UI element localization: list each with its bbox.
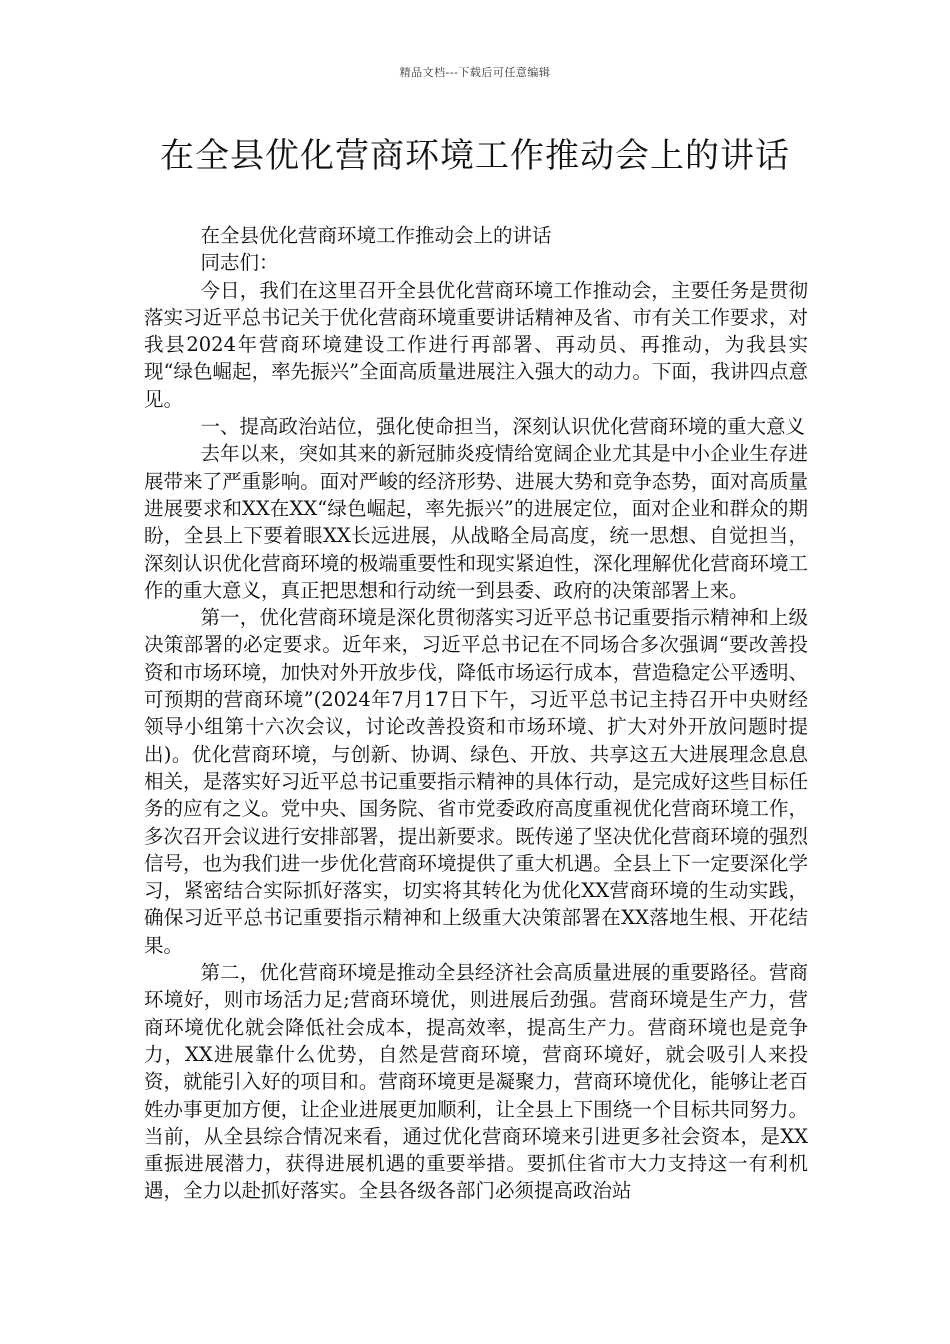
salutation: 同志们：	[200, 251, 279, 275]
document-title: 在全县优化营商环境工作推动会上的讲话	[160, 136, 790, 176]
header-note: 精品文档---下载后可任意编辑	[399, 66, 551, 79]
body-paragraph: 第一，优化营商环境是深化贯彻落实习近平总书记重要指示精神和上级决策部署的必定要求。近年来，习近平总书记在不同场合多次强调“要改善投资和市场环境，加快对外开放步伐，降低市场运行成本，营造稳定公平透明、可预期的营商环境”(2024年7月17日下午，习近平总书记主持召开中央财经领导小组第十六次会议，讨论改善投资和市场环境、扩大对外开放问题时提出)。优化营商环境，与创新、协调、绿色、开放、共享这五大进展理念息息相关，是落实好习近平总书记重要指示精神的具体行动，是完成好这些目标任务的应有之义。党中央、国务院、省市党委政府高度重视优化营商环境工作，多次召开会议进行安排部署，提出新要求。既传递了坚决优化营商环境的强烈信号，也为我们进一步优化营商环境提供了重大机遇。全县上下一定要深化学习，紧密结合实际抓好落实，切实将其转化为优化XX营商环境的生动实践，确保习近平总书记重要指示精神和上级重大决策部署在XX落地生根、开花结果。	[144, 606, 808, 957]
section-heading: 一、提高政治站位，强化使命担当，深刻认识优化营商环境的重大意义	[200, 415, 806, 439]
body-paragraph: 今日，我们在这里召开全县优化营商环境工作推动会，主要任务是贯彻落实习近平总书记关于优化营商环境重要讲话精神及省、市有关工作要求，对我县2024年营商环境建设工作进行再部署、再动员、再推动，为我县实现“绿色崛起，率先振兴”全面高质量进展注入强大的动力。下面，我讲四点意见。	[144, 278, 808, 411]
body-subtitle: 在全县优化营商环境工作推动会上的讲话	[200, 224, 552, 247]
body-paragraph: 第二，优化营商环境是推动全县经济社会高质量进展的重要路径。营商环境好，则市场活力足;营商环境优，则进展后劲强。营商环境是生产力，营商环境优化就会降低社会成本，提高效率，提高生产力。营商环境也是竞争力，XX进展靠什么优势，自然是营商环境，营商环境好，就会吸引人来投资，就能引入好的项目和。营商环境更是凝聚力，营商环境优化，能够让老百姓办事更加方便，让企业进展更加顺利，让全县上下围绕一个目标共同努力。当前，从全县综合情况来看，通过优化营商环境来引进更多社会资本，是XX重振进展潜力，获得进展机遇的重要举措。要抓住省市大力支持这一有利机遇，全力以赴抓好落实。全县各级各部门必须提高政治站	[144, 961, 808, 1203]
body-paragraph: 去年以来，突如其来的新冠肺炎疫情给宽阔企业尤其是中小企业生存进展带来了严重影响。面对严峻的经济形势、进展大势和竞争态势，面对高质量进展要求和XX在XX“绿色崛起，率先振兴”的进展定位，面对企业和群众的期盼，全县上下要着眼XX长远进展，从战略全局高度，统一思想、自觉担当，深刻认识优化营商环境的极端重要性和现实紧迫性，深化理解优化营商环境工作的重大意义，真正把思想和行动统一到县委、政府的决策部署上来。	[144, 442, 808, 602]
document-body	[144, 222, 808, 1205]
